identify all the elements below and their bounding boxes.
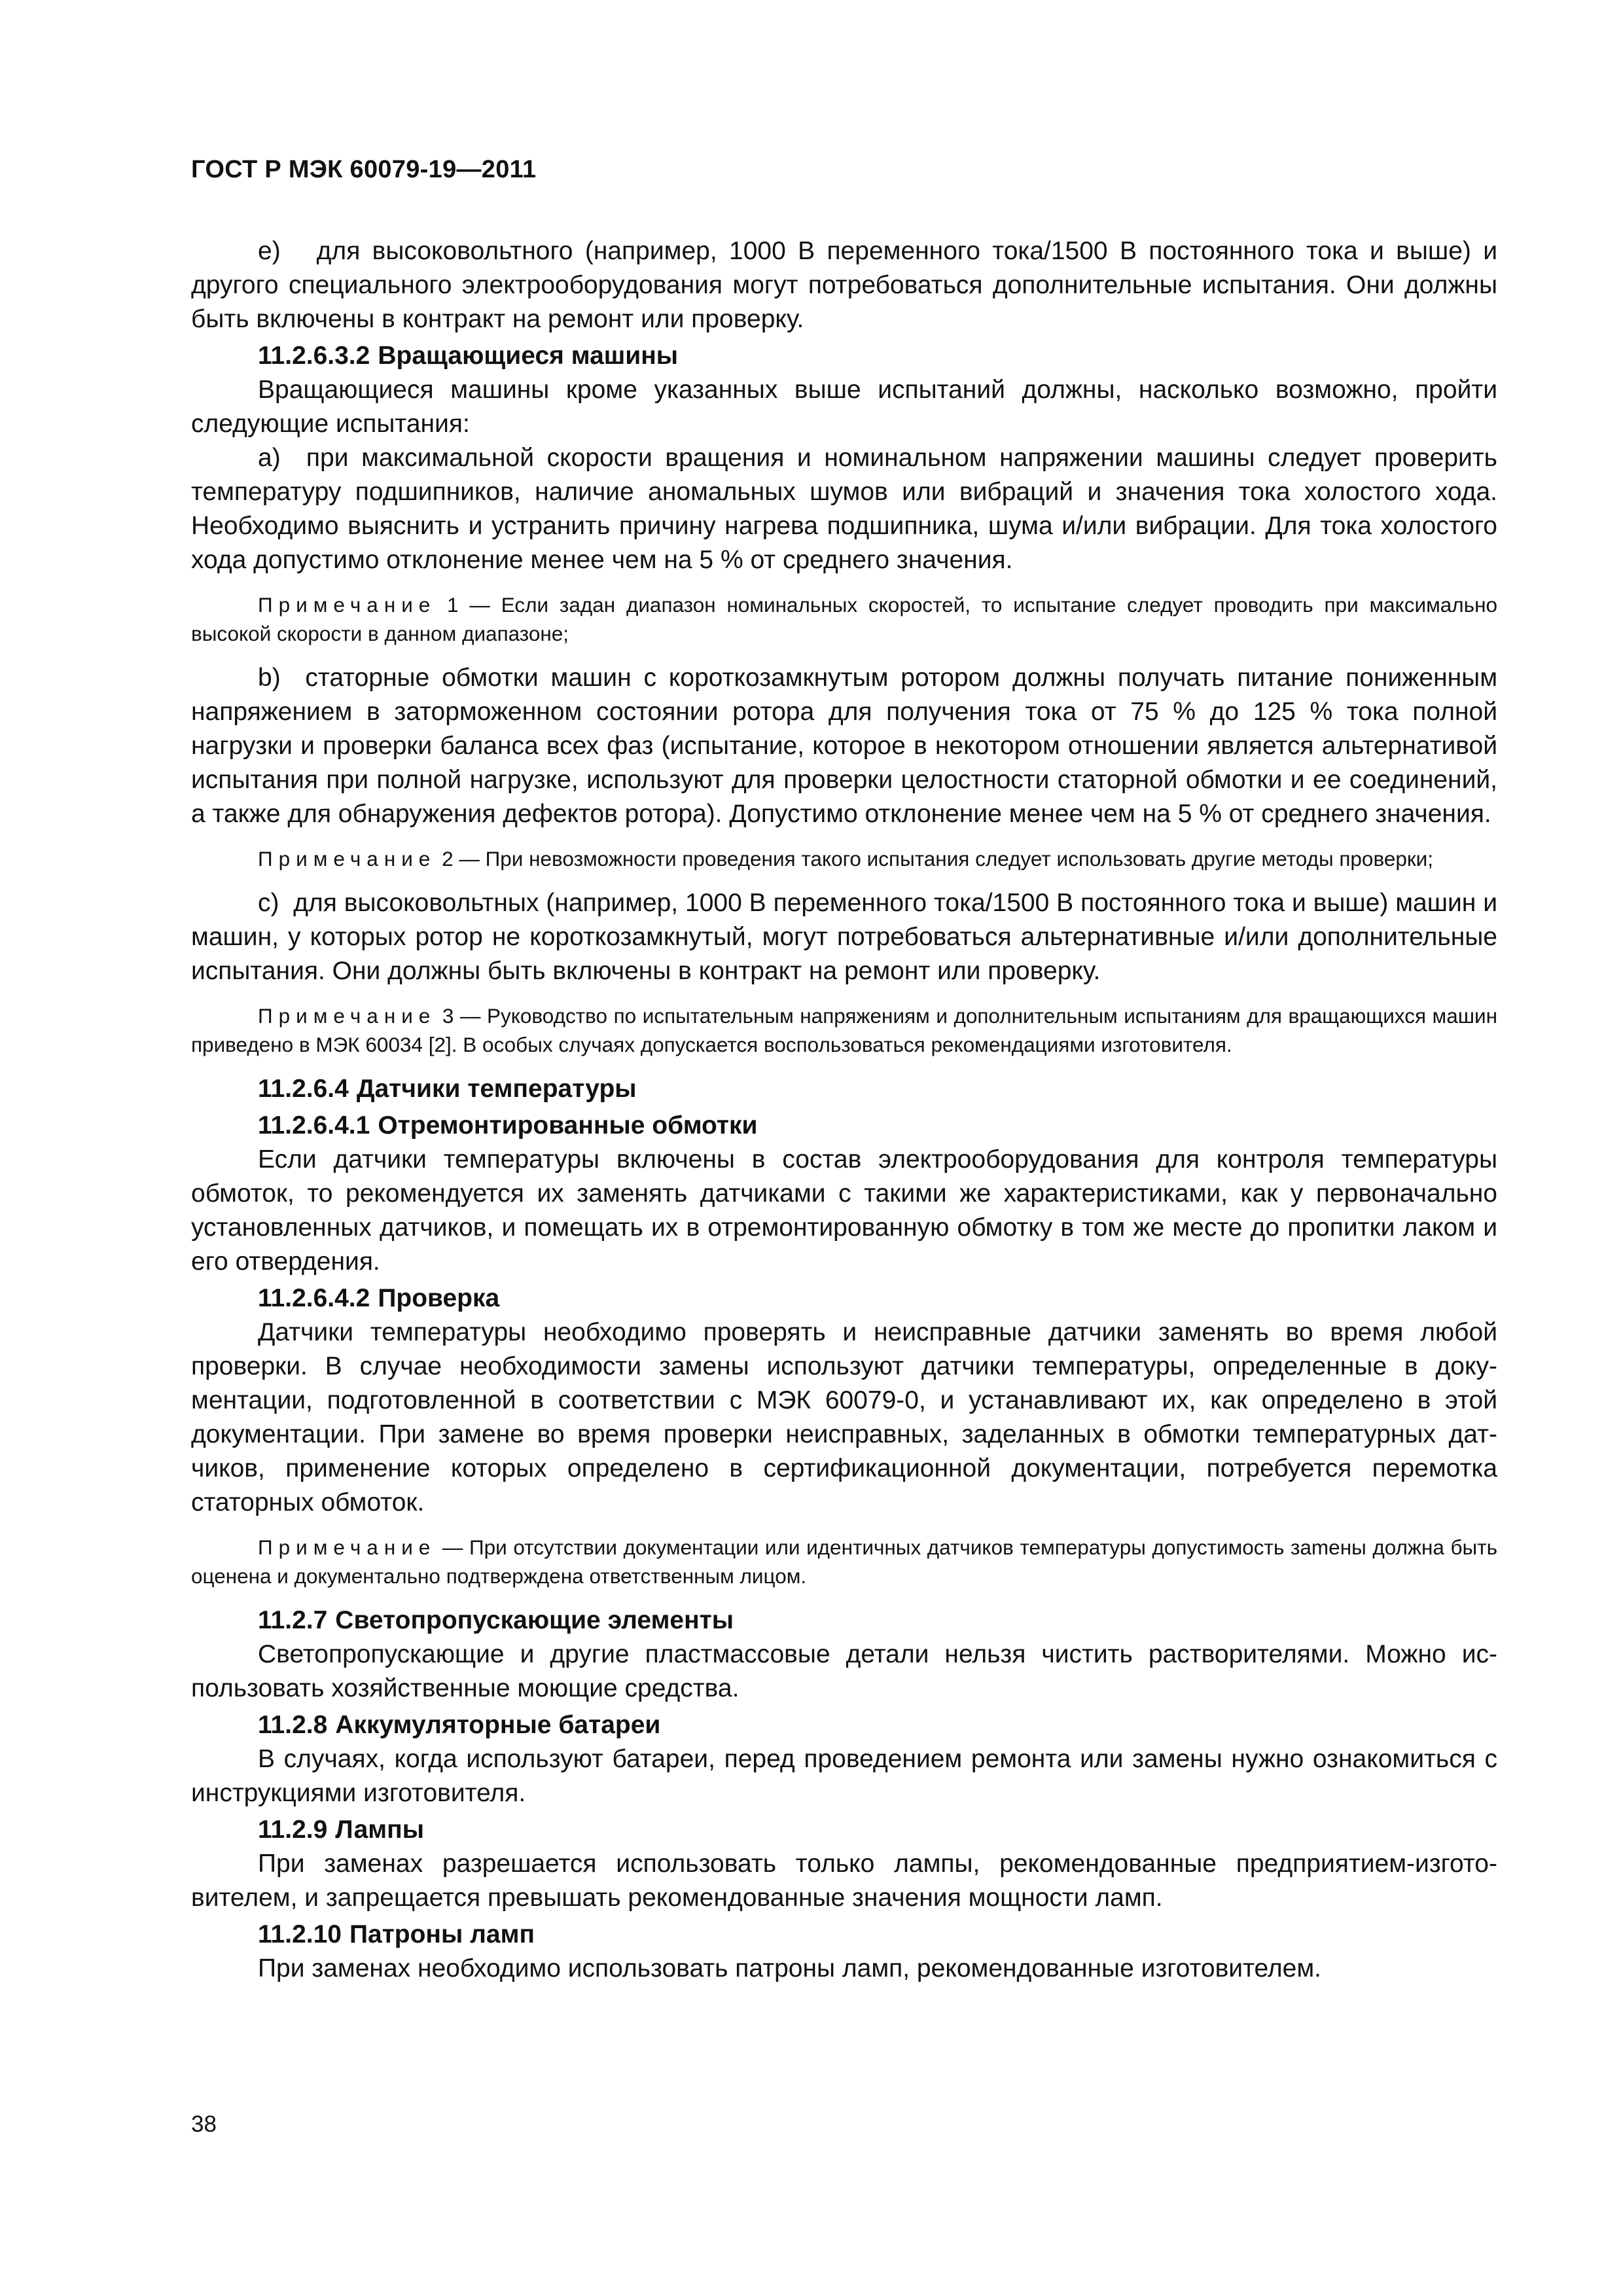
heading-number: 11.2.8 [258, 1711, 328, 1739]
note-text: — При отсутствии документации или идентичных датчиков температуры допустимость заmены должна быть оценена и документально подтверждена ответственным лицом. [191, 1535, 1497, 1588]
heading-number: 11.2.6.4.1 [258, 1111, 370, 1139]
heading-number: 11.2.10 [258, 1920, 342, 1948]
paragraph-light-transmitting: Светопропускающие и другие пластмассовые детали нельзя чистить растворителями. Можно использовать хозяйственные моющие средства. [191, 1640, 1497, 1702]
heading-number: 11.2.6.3.2 [258, 342, 370, 370]
note-4 [191, 1533, 1497, 1590]
note-label: Примечание [258, 593, 437, 617]
heading-rotating-machines [191, 339, 1497, 373]
paragraph-rotating-a: а) при максимальной скорости вращения и номинальном напряжении машины следует проверить температуру подшипников, наличие аномальных шумов или вибраций и значения тока холостого хода. Необходимо выяснить и устранить причину нагрева подшипника, шума и/или вибрации. Для тока холостого хода допустимо отклонение менее чем на 5 % от среднего значения. [191, 444, 1497, 574]
note-label: Примечание [258, 1535, 437, 1559]
heading-title: Вращающиеся машины [378, 342, 679, 370]
note-2 [191, 844, 1497, 873]
page-header: ГОСТ Р МЭК 60079-19—2011 [191, 156, 537, 183]
note-3 [191, 1001, 1497, 1059]
paragraph-e-item: e) для высоковольтного (например, 1000 В переменного тока/1500 В постоянного тока и выше) и другого специального электрооборудования могут потребоваться дополнительные испытания. Они должны быть включены в контракт на ремонт или проверку. [191, 237, 1497, 333]
paragraph-batteries: В случаях, когда используют батареи, перед проведением ремонта или замены нужно ознакомиться с инструкциями изготовителя. [191, 1745, 1497, 1807]
paragraph-rotating-c: с) для высоковольтных (например, 1000 В переменного тока/1500 В постоянного тока и выше) машин и машин, у которых ротор не короткозамкнутый, могут потребоваться альтернативные и/или дополнительные испытания. Они должны быть включены в контракт на ремонт или проверку. [191, 889, 1497, 985]
heading-title: Лампы [335, 1816, 425, 1844]
heading-title: Отремонтированные обмотки [378, 1111, 758, 1139]
paragraph-lamp-holders: При заменах необходимо использовать патроны ламп, рекомендованные изготовителем. [258, 1954, 1321, 1982]
paragraph-lamps: При заменах разрешается использовать только лампы, рекомендованные предприятием-изготовителем, и запрещается превышать рекомендованные значения мощности ламп. [191, 1850, 1497, 1912]
note-text: 3 — Руководство по испытательным напряжениям и дополнительным испытаниям для вращающихся машин приведено в МЭК 60034 [2]. В особых случаях допускается воспользоваться рекомендациями изготовителя. [191, 1004, 1497, 1056]
paragraph-rotating-intro: Вращающиеся машины кроме указанных выше испытаний должны, насколько возможно, пройти следующие испытания: [191, 376, 1497, 438]
heading-number: 11.2.9 [258, 1816, 328, 1844]
note-label: Примечание [258, 847, 437, 870]
heading-batteries [191, 1708, 1497, 1742]
note-label: Примечание [258, 1004, 437, 1028]
heading-title: Патроны ламп [349, 1920, 535, 1948]
heading-lamps [191, 1813, 1497, 1847]
paragraph-sensor-check: Датчики температуры необходимо проверять и неисправные датчики заменять во время любой проверки. В случае необходимости замены используют датчики температуры, определенные в документации, подготовленной в соответствии с МЭК 60079-0, и устанавливают их, как определено в этой документации. При замене во время проверки неисправных, заделанных в обмотки температурных датчиков, применение которых определено в сертификационной документации, потребуется перемотка статорных обмоток. [191, 1318, 1497, 1516]
heading-light-transmitting [191, 1604, 1497, 1638]
paragraph-rotating-b: b) статорные обмотки машин с короткозамкнутым ротором должны получать питание пониженным напряжением в заторможенном состоянии ротора для получения тока от 75 % до 125 % тока полной нагрузки и проверки баланса всех фаз (испытание, которое в некотором отношении является альтернативой испытания при полной нагрузке, используют для проверки целостности статорной обмотки и ее соединений, а также для обнаружения дефектов ротора). Допустимо отклонение менее чем на 5 % от среднего значения. [191, 664, 1497, 828]
heading-repaired-windings [191, 1109, 1497, 1143]
heading-title: Светопропускающие элементы [335, 1606, 734, 1634]
heading-temperature-sensors [191, 1072, 1497, 1106]
heading-check [191, 1282, 1497, 1316]
heading-number: 11.2.7 [258, 1606, 328, 1634]
heading-title: Датчики температуры [356, 1075, 637, 1103]
heading-number: 11.2.6.4.2 [258, 1284, 370, 1312]
note-text: 2 — При невозможности проведения такого испытания следует использовать другие методы проверки; [436, 847, 1434, 870]
paragraph-repaired-windings: Если датчики температуры включены в состав электрооборудования для контроля температуры обмоток, то рекомендуется их заменять датчиками с такими же характеристиками, как у первоначально установленных датчиков, и помещать их в отремонтированную обмотку в том же месте до пропитки лаком и его отвердения. [191, 1145, 1497, 1276]
page-content [191, 234, 1497, 1986]
heading-number: 11.2.6.4 [258, 1075, 349, 1103]
heading-title: Проверка [378, 1284, 500, 1312]
page-number: 38 [191, 2111, 217, 2137]
heading-lamp-holders [191, 1918, 1497, 1952]
heading-title: Аккумуляторные батареи [335, 1711, 661, 1739]
note-text: 1 — Если задан диапазон номинальных скоростей, то испытание следует проводить при максимально высокой скорости в данном диапазоне; [191, 593, 1497, 645]
note-1 [191, 590, 1497, 648]
